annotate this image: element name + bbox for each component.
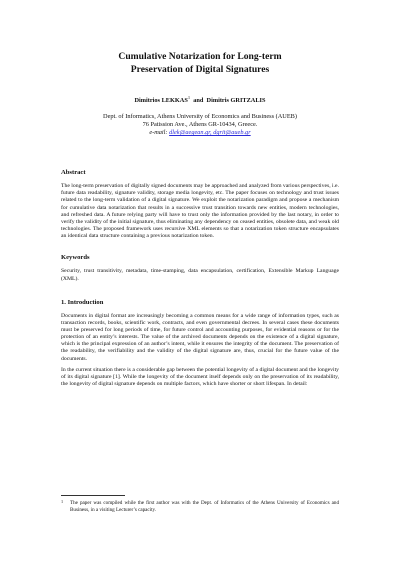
title-line-2: Preservation of Digital Signatures [130,64,270,75]
keywords-text: Security, trust transitivity, metadata, time-stamping, data encapsulation, certification, Extensible Markup Language (XML). [61,268,339,282]
introduction-paragraph-1: Documents in digital format are increasingly becoming a common means for a wide range of information types, such as transaction records, books, scientific work, contracts, and even governmental decrees. In several cases these documents must be preserved for long periods of time, for future control and accounting purposes, for evidential reasons or for the protection of an entity’s interests. The value of the archived documents depends on the existence of a digital signature, which is the principal expression of an author’s intent, while it ensures the integrity of the document. The preservation of the readability, the verifiability and the validity of the digital signature are, thus, crucial for the future value of the documents. [61,312,339,362]
footnote [61,500,339,513]
affiliation [61,113,339,137]
footnote-mark: 1 [61,499,64,504]
introduction-paragraph-2: In the current situation there is a considerable gap between the potential longevity of a digital document and the longevity of its digital signature [1]. While the longevity of the document itself depends only on the preservation of its readability, the longevity of digital signature depends on multiple factors, which have shorter or short lifespan. In detail: [61,366,339,388]
title-line-1: Cumulative Notarization for Long-term [118,51,282,62]
email-line [61,129,339,137]
footnote-divider [61,495,125,496]
affiliation-line-2: 76 Patission Ave., Athens GR-10434, Greece. [142,121,258,129]
email-label: e-mail: [149,129,168,137]
email-link[interactable]: dlek@aegean.gr, dgrit@aueb.gr [169,129,251,137]
footnote-text: The paper was compiled while the first author was with the Dept. of Informatics of the Athens University of Economics and Business, in a visiting Lecturer’s capacity. [70,500,339,513]
abstract-text: The long-term preservation of digitally signed documents may be approached and analyzed from various perspectives, i.e. future data readability, signature validity, storage media longevity, etc. The paper focuses on technology and trust issues related to the long-term validation of a digital signature. We exploit the notarization paradigm and propose a mechanism for cumulative data notarization that results in a successive trust transition towards new entities, modern technologies, and refreshed data. A future relying party will have to trust only the information provided by the last notary, in order to verify the validity of the initial signature, thus eliminating any dependency on ceased entities, obsolete data, and weak old technologies. The proposed framework uses recursive XML elements so that a notarization token structure encapsulates an identical data structure containing a previous notarization token. [61,183,339,240]
authors-line [61,94,339,105]
author-1-footnote-mark: 1 [187,95,191,100]
author-2: Dimitris GRITZALIS [206,97,266,105]
author-1: Dimitrios LEKKAS [134,97,188,105]
keywords-heading: Keywords [61,254,90,262]
paper-title [61,50,339,76]
affiliation-line-1: Dept. of Informatics, Athens University of Economics and Business (AUEB) [103,113,297,121]
abstract-heading: Abstract [61,169,86,177]
introduction-heading: 1. Introduction [61,298,104,306]
authors-and: and [193,97,204,105]
